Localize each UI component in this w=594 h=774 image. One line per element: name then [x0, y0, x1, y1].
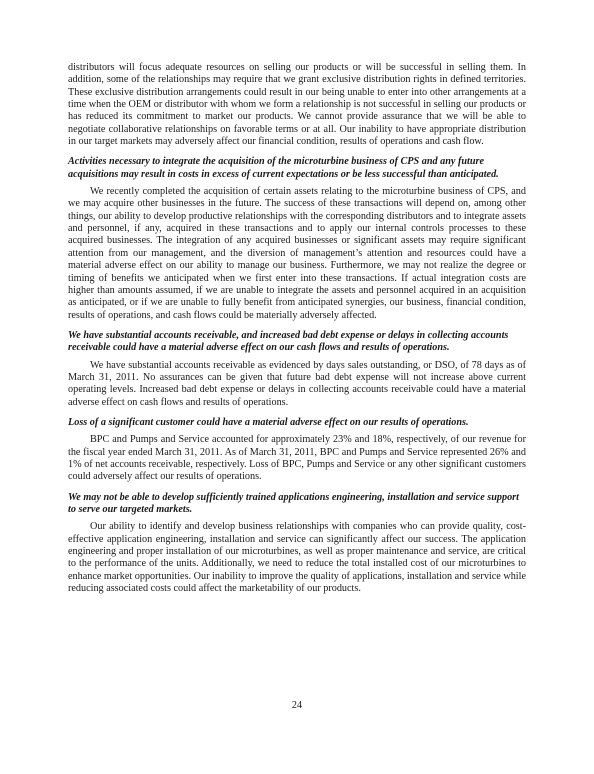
- section-heading: Loss of a significant customer could have a material adverse effect on our results of operations.: [68, 416, 469, 428]
- body-paragraph: We have substantial accounts receivable as evidenced by days sales outstanding, or DSO, of 78 days as of March 31, 2011. No assurances can be given that future bad debt expense will not increase above current operating levels. Increased bad debt expense or delays in collecting accounts receivable could have a material adverse effect on cash flows and results of operations.: [68, 359, 526, 408]
- body-paragraph: Our ability to identify and develop business relationships with companies who can provide quality, cost-effective application engineering, installation and service can significantly affect our success. The application engineering and proper installation of our microturbines, as well as proper maintenance and service, are critical to the performance of the units. Additionally, we need to reduce the total installed cost of our microturbines to enhance market opportunities. Our inability to improve the quality of applications, installation and service while reducing associated costs could affect the marketability of our products.: [68, 521, 526, 595]
- body-paragraph: BPC and Pumps and Service accounted for approximately 23% and 18%, respectively, of our revenue for the fiscal year ended March 31, 2011. As of March 31, 2011, BPC and Pumps and Service represented 26% and 1% of net accounts receivable, respectively. Loss of BPC, Pumps and Service or any other significant customers could adversely affect our results of operations.: [68, 434, 526, 483]
- page-number: 24: [291, 700, 303, 711]
- section-heading: We may not be able to develop sufficiently trained applications engineering, installation and service support to serve our targeted markets.: [68, 491, 519, 515]
- body-paragraph: We recently completed the acquisition of certain assets relating to the microturbine business of CPS, and we may acquire other businesses in the future. The success of these transactions will depend on, among other things, our ability to develop productive relationships with the corresponding distributors and to integrate assets and personnel, if any, acquired in these transactions and to apply our internal controls processes to these acquired businesses. The integration of any acquired businesses or significant assets may require significant attention from our management, and the diversion of management’s attention and resources could have a material adverse effect on our ability to manage our business. Furthermore, we may not realize the degree or timing of benefits we anticipated when we first enter into these transactions. If actual integration costs are higher than amounts assumed, if we are unable to integrate the assets and personnel acquired in an acquisition as anticipated, or if we are unable to fully benefit from anticipated synergies, our business, financial condition, results of operations, and cash flows could be materially adversely affected.: [68, 186, 526, 321]
- section-heading: Activities necessary to integrate the acquisition of the microturbine business of CPS and any future acquisitions may result in costs in excess of current expectations or be less successful than anticipated.: [68, 156, 499, 180]
- document-page: [68, 62, 526, 603]
- body-paragraph: distributors will focus adequate resources on selling our products or will be successful in selling them. In addition, some of the relationships may require that we grant exclusive distribution rights in defined territories. These exclusive distribution arrangements could result in our being unable to enter into other arrangements at a time when the OEM or distributor with whom we form a relationship is not successful in selling our products or has reduced its commitment to market our products. We cannot provide assurance that we will be able to negotiate collaborative relationships on favorable terms or at all. Our inability to have appropriate distribution in our target markets may adversely affect our financial condition, results of operations and cash flow.: [68, 62, 526, 148]
- section-heading: We have substantial accounts receivable, and increased bad debt expense or delays in collecting accounts receivable could have a material adverse effect on our cash flows and results of operations.: [68, 329, 509, 354]
